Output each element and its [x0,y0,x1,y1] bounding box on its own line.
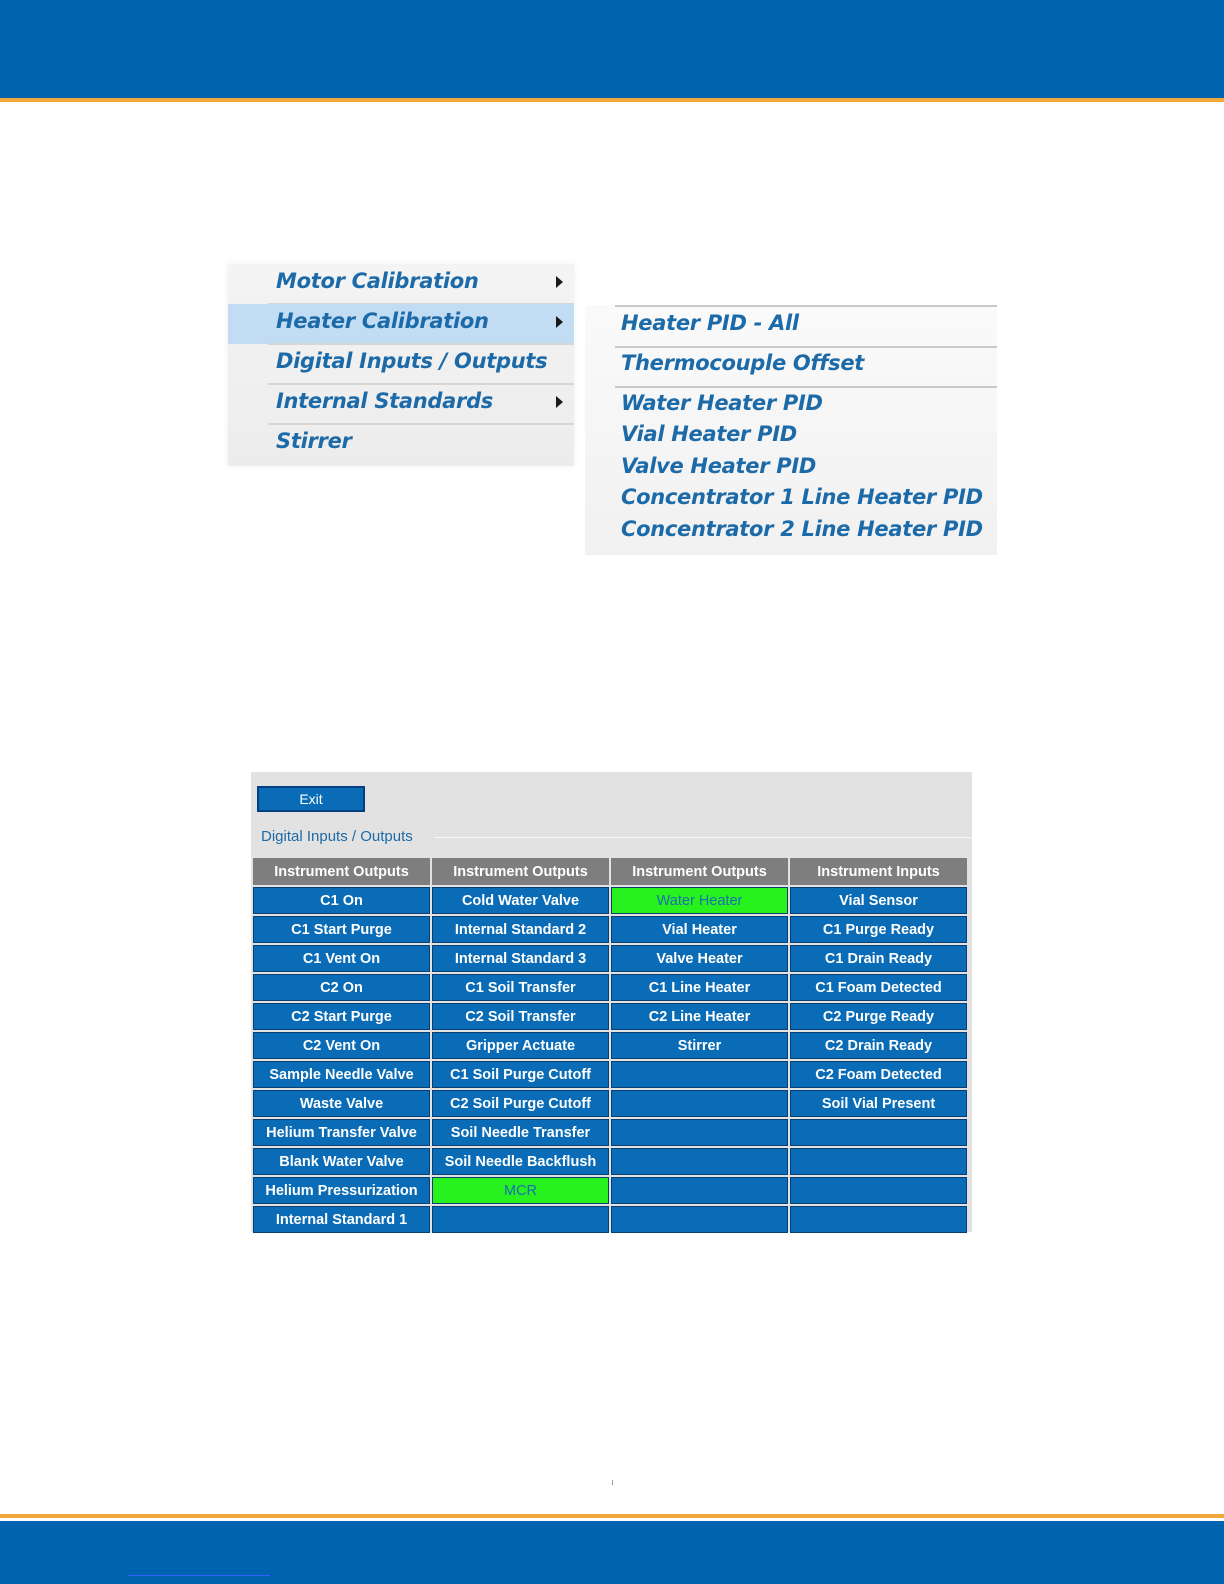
io-toggle-c2-start-purge[interactable]: C2 Start Purge [253,1003,430,1030]
io-empty-cell [611,1206,788,1233]
io-empty-cell [611,1090,788,1117]
io-toggle-c2-purge-ready[interactable]: C2 Purge Ready [790,1003,967,1030]
io-toggle-c2-soil-purge-cutoff[interactable]: C2 Soil Purge Cutoff [432,1090,609,1117]
submenu-item-water-heater-pid[interactable]: Water Heater PID [621,391,823,415]
io-toggle-c1-vent-on[interactable]: C1 Vent On [253,945,430,972]
submenu-arrow-icon [556,276,563,288]
submenu-item-valve-heater-pid[interactable]: Valve Heater PID [621,454,817,478]
io-empty-cell [432,1206,609,1233]
submenu-item-concentrator-2-line-heater-pid[interactable]: Concentrator 2 Line Heater PID [621,517,983,541]
io-toggle-c1-purge-ready[interactable]: C1 Purge Ready [790,916,967,943]
panel-title: Digital Inputs / Outputs [261,828,413,845]
io-toggle-c2-foam-detected[interactable]: C2 Foam Detected [790,1061,967,1088]
header-accent-rule [0,98,1224,102]
submenu-arrow-icon [556,396,563,408]
io-toggle-soil-vial-present[interactable]: Soil Vial Present [790,1090,967,1117]
footer-link-underline[interactable] [128,1575,270,1576]
submenu-item-heater-pid-all[interactable]: Heater PID - All [621,311,799,335]
panel-title-rule [434,837,972,838]
io-empty-cell [611,1119,788,1146]
submenu-divider [615,305,997,307]
io-toggle-blank-water-valve[interactable]: Blank Water Valve [253,1148,430,1175]
io-toggle-c1-drain-ready[interactable]: C1 Drain Ready [790,945,967,972]
heater-calibration-submenu [585,305,997,555]
menu-item-stirrer[interactable] [228,424,574,464]
io-toggle-cold-water-valve[interactable]: Cold Water Valve [432,887,609,914]
io-toggle-soil-needle-transfer[interactable]: Soil Needle Transfer [432,1119,609,1146]
io-grid [253,858,969,1233]
io-empty-cell [790,1177,967,1204]
menu-item-label: Stirrer [276,429,352,453]
io-toggle-vial-sensor[interactable]: Vial Sensor [790,887,967,914]
io-toggle-c2-on[interactable]: C2 On [253,974,430,1001]
io-toggle-stirrer[interactable]: Stirrer [611,1032,788,1059]
io-toggle-internal-standard-1[interactable]: Internal Standard 1 [253,1206,430,1233]
footer-accent-rule [0,1514,1224,1518]
io-toggle-internal-standard-2[interactable]: Internal Standard 2 [432,916,609,943]
io-toggle-c1-on[interactable]: C1 On [253,887,430,914]
menu-item-motor-calibration[interactable] [228,264,574,304]
io-toggle-mcr[interactable]: MCR [432,1177,609,1204]
io-empty-cell [790,1206,967,1233]
page-header-band [0,0,1224,98]
io-empty-cell [611,1148,788,1175]
io-empty-cell [790,1148,967,1175]
io-toggle-c1-line-heater[interactable]: C1 Line Heater [611,974,788,1001]
menu-item-label: Motor Calibration [276,269,479,293]
io-toggle-c1-foam-detected[interactable]: C1 Foam Detected [790,974,967,1001]
column-header: Instrument Outputs [432,858,609,885]
io-toggle-c2-vent-on[interactable]: C2 Vent On [253,1032,430,1059]
submenu-divider [615,386,997,388]
io-toggle-c1-start-purge[interactable]: C1 Start Purge [253,916,430,943]
io-toggle-c2-drain-ready[interactable]: C2 Drain Ready [790,1032,967,1059]
io-toggle-helium-pressurization[interactable]: Helium Pressurization [253,1177,430,1204]
exit-button[interactable]: Exit [257,786,365,812]
page-mark [612,1480,613,1485]
calibration-context-menu [228,264,574,466]
io-toggle-helium-transfer-valve[interactable]: Helium Transfer Valve [253,1119,430,1146]
submenu-item-concentrator-1-line-heater-pid[interactable]: Concentrator 1 Line Heater PID [621,485,983,509]
submenu-item-vial-heater-pid[interactable]: Vial Heater PID [621,422,797,446]
submenu-item-thermocouple-offset[interactable]: Thermocouple Offset [621,351,864,375]
io-toggle-c2-soil-transfer[interactable]: C2 Soil Transfer [432,1003,609,1030]
io-toggle-sample-needle-valve[interactable]: Sample Needle Valve [253,1061,430,1088]
menu-item-label: Internal Standards [276,389,494,413]
column-header: Instrument Outputs [253,858,430,885]
menu-item-label: Digital Inputs / Outputs [276,349,548,373]
io-toggle-c2-line-heater[interactable]: C2 Line Heater [611,1003,788,1030]
io-toggle-water-heater[interactable]: Water Heater [611,887,788,914]
io-toggle-gripper-actuate[interactable]: Gripper Actuate [432,1032,609,1059]
io-toggle-valve-heater[interactable]: Valve Heater [611,945,788,972]
io-toggle-c1-soil-purge-cutoff[interactable]: C1 Soil Purge Cutoff [432,1061,609,1088]
column-header: Instrument Outputs [611,858,788,885]
io-toggle-soil-needle-backflush[interactable]: Soil Needle Backflush [432,1148,609,1175]
io-toggle-vial-heater[interactable]: Vial Heater [611,916,788,943]
io-empty-cell [611,1177,788,1204]
menu-item-heater-calibration[interactable] [228,304,574,344]
menu-item-label: Heater Calibration [276,309,489,333]
io-toggle-waste-valve[interactable]: Waste Valve [253,1090,430,1117]
io-toggle-c1-soil-transfer[interactable]: C1 Soil Transfer [432,974,609,1001]
io-empty-cell [790,1119,967,1146]
column-header: Instrument Inputs [790,858,967,885]
menu-item-digital-io[interactable] [228,344,574,384]
submenu-divider [615,346,997,348]
digital-io-panel [251,772,972,1232]
io-empty-cell [611,1061,788,1088]
submenu-arrow-icon [556,316,563,328]
io-toggle-internal-standard-3[interactable]: Internal Standard 3 [432,945,609,972]
menu-item-internal-standards[interactable] [228,384,574,424]
